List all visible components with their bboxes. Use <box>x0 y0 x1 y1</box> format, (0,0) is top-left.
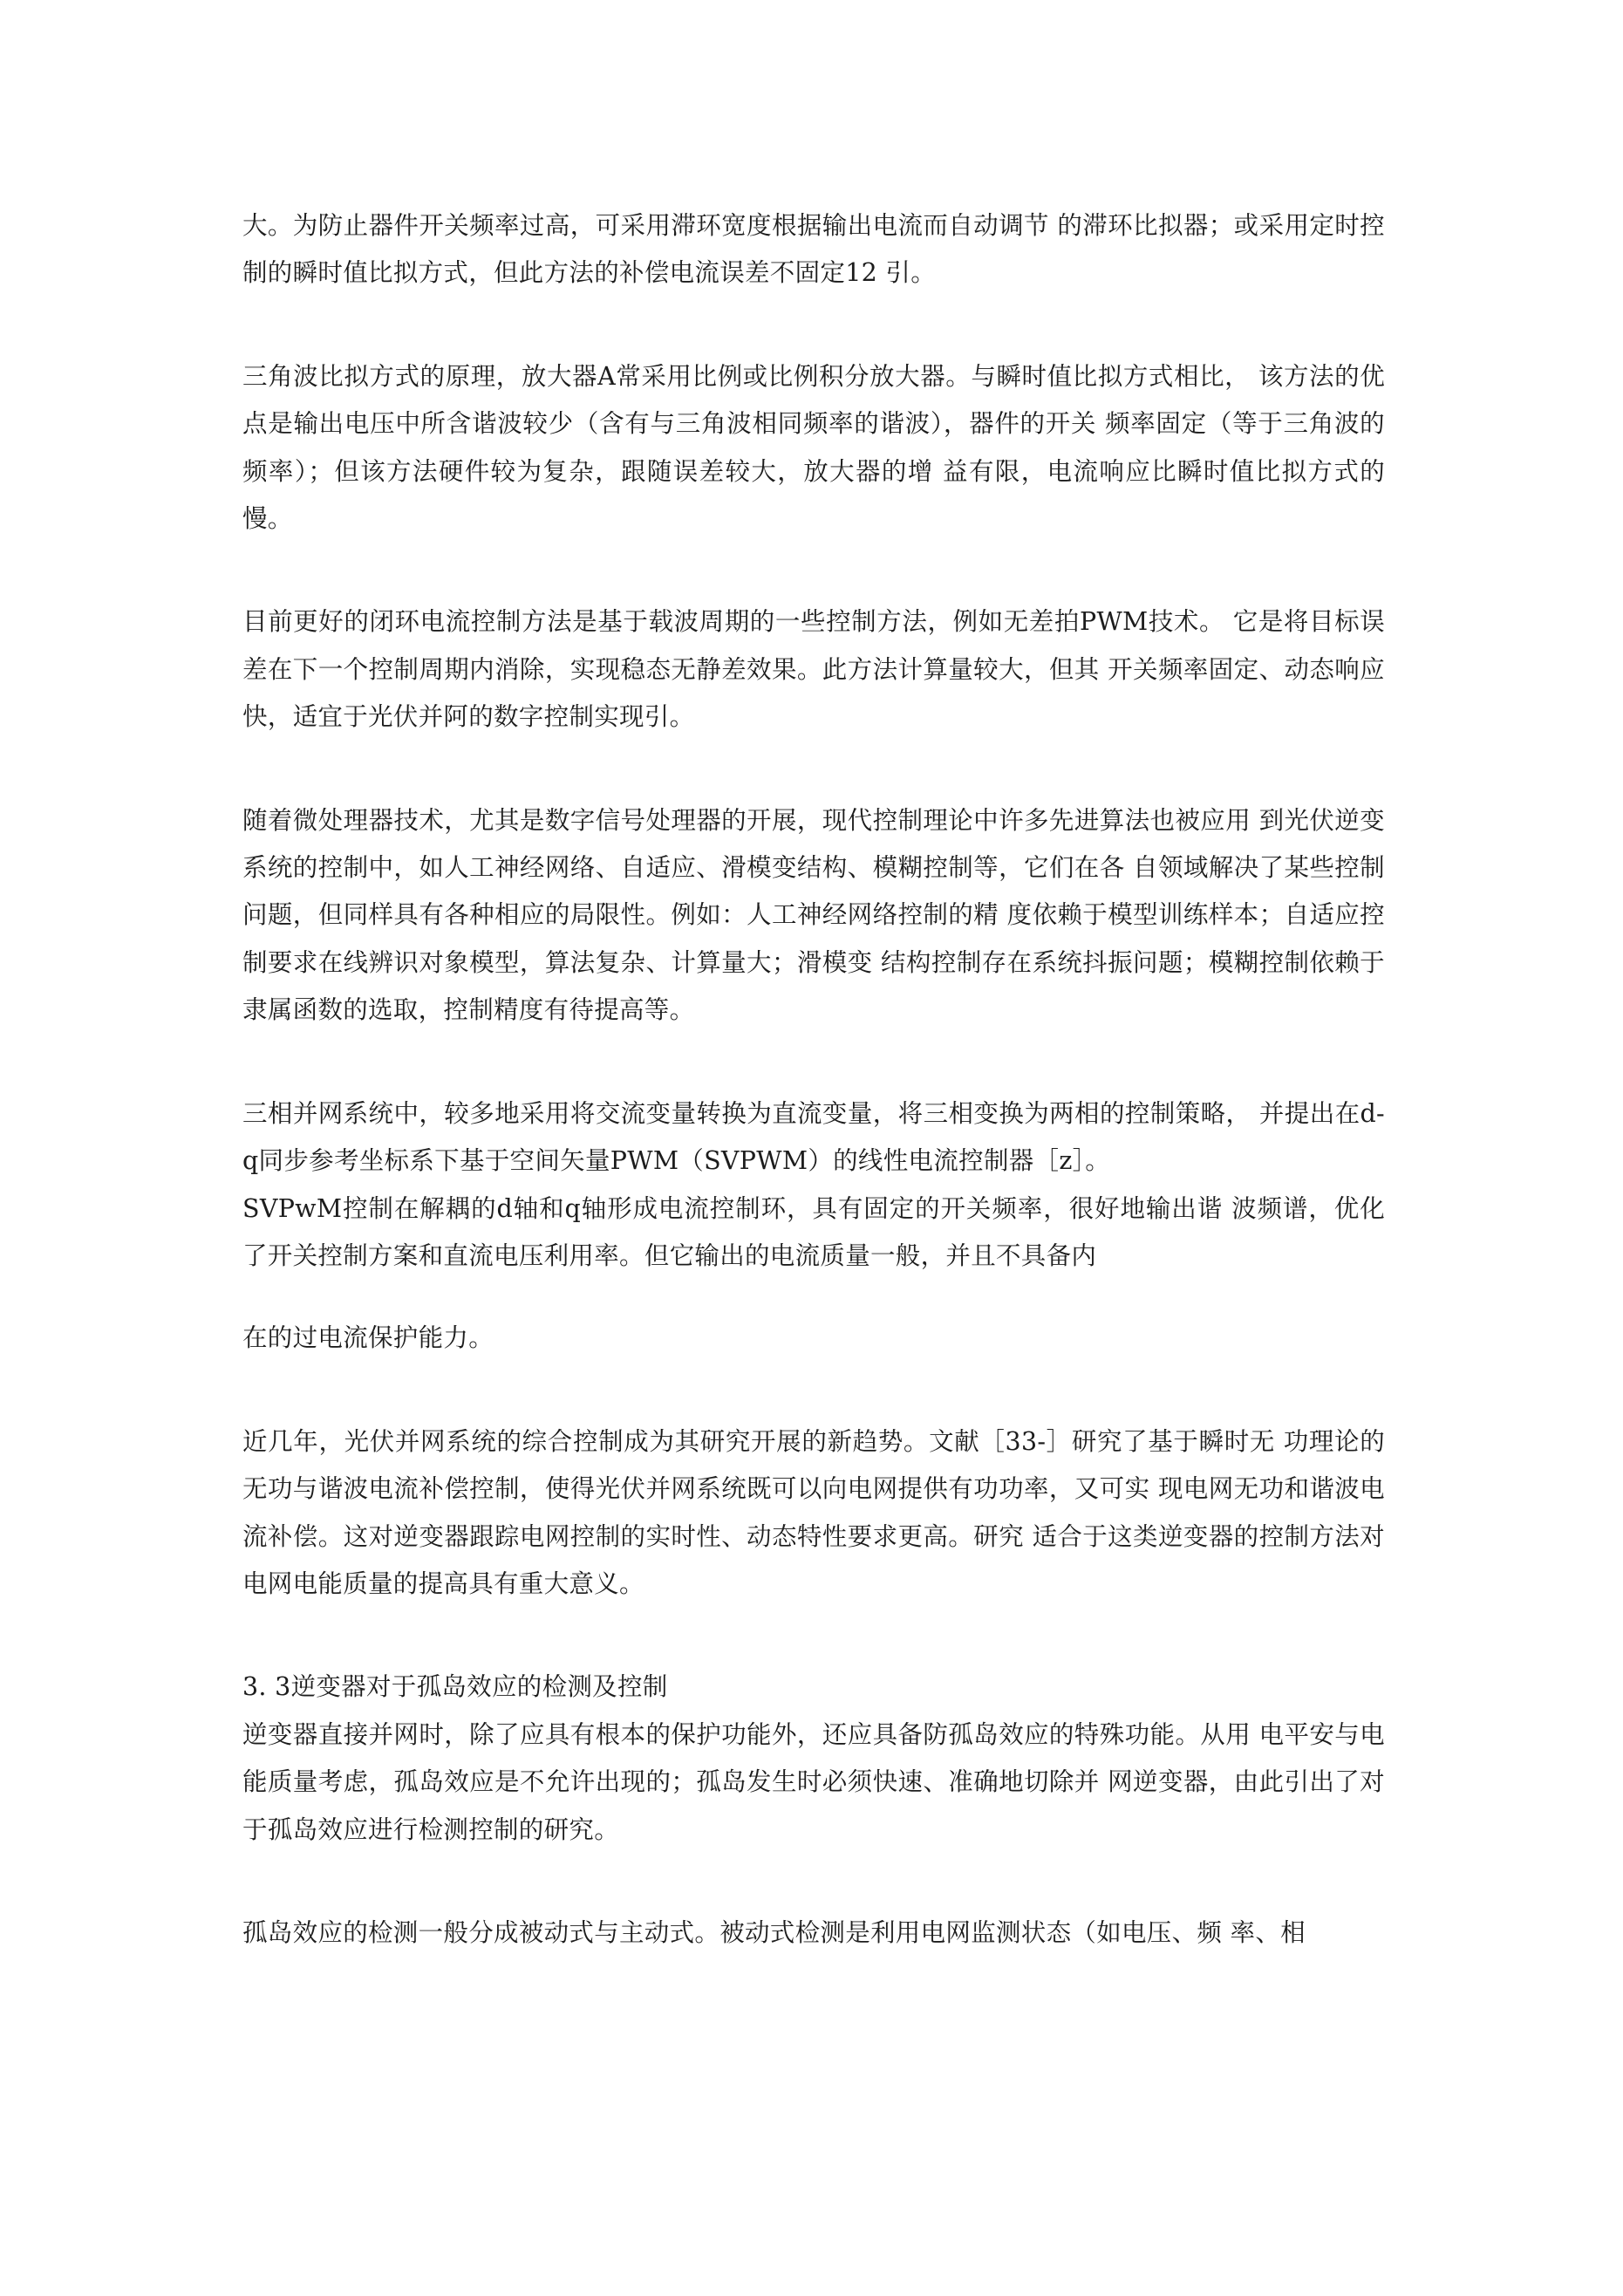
paragraph-integrated-control-trend: 近几年，光伏并网系统的综合控制成为其研究开展的新趋势。文献［33-］研究了基于瞬时无 功理论的无功与谐波电流补偿控制，使得光伏并网系统既可以向电网提供有功功率，又可实 现电网无功和谐波电流补偿。这对逆变器跟踪电网控制的实时性、动态特性要求更高。研究 适合于这类逆变器的控制方法对电网电能质量的提高具有重大意义。 <box>242 1426 1385 1598</box>
paragraph-deadbeat-pwm: 目前更好的闭环电流控制方法是基于载波周期的一些控制方法，例如无差拍PWM技术。 它是将目标误差在下一个控制周期内消除，实现稳态无静差效果。此方法计算量较大，但其 开关频率固定、动态响应快，适宜于光伏并阿的数字控制实现引。 <box>242 607 1385 732</box>
paragraph-anti-islanding-function: 逆变器直接并网时，除了应具有根本的保护功能外，还应具备防孤岛效应的特殊功能。从用 电平安与电能质量考虑，孤岛效应是不允许出现的；孤岛发生时必须快速、准确地切除并 网逆变器，由此引出了对于孤岛效应进行检测控制的研究。 <box>242 1719 1385 1844</box>
paragraph-triangle-wave-comparison: 三角波比拟方式的原理，放大器A常采用比例或比例积分放大器。与瞬时值比拟方式相比， 该方法的优点是输出电压中所含谐波较少（含有与三角波相同频率的谐波），器件的开关 频率固定（等于三角波的频率）；但该方法硬件较为复杂，跟随误差较大，放大器的增 益有限，电流响应比瞬时值比拟方式的慢。 <box>242 361 1385 534</box>
section-heading-islanding-detection: 3. 3逆变器对于孤岛效应的检测及控制 <box>242 1672 668 1702</box>
document-page <box>242 202 1385 1957</box>
paragraph-overcurrent-protection: 在的过电流保护能力。 <box>242 1323 494 1353</box>
paragraph-advanced-control-algorithms: 随着微处理器技术，尤其是数字信号处理器的开展，现代控制理论中许多先进算法也被应用 到光伏逆变系统的控制中，如人工神经网络、自适应、滑模变结构、模糊控制等，它们在各 自领域解决了某些控制问题，但同样具有各种相应的局限性。例如：人工神经网络控制的精 度依赖于模型训练样本；自适应控制要求在线辨识对象模型，算法复杂、计算量大；滑模变 结构控制存在系统抖振问题；模糊控制依赖于隶属函数的选取，控制精度有待提高等。 <box>242 805 1385 1025</box>
paragraph-svpwm-control-loop: SVPwM控制在解耦的d轴和q轴形成电流控制环，具有固定的开关频率，很好地输出谐 波频谱，优化了开关控制方案和直流电压利用率。但它输出的电流质量一般，并且不具备内 <box>242 1193 1385 1270</box>
paragraph-three-phase-svpwm: 三相并网系统中，较多地采用将交流变量转换为直流变量，将三相变换为两相的控制策略， 并提出在d-q同步参考坐标系下基于空间矢量PWM（SVPWM）的线性电流控制器［z］。 <box>242 1098 1385 1176</box>
paragraph-passive-active-detection: 孤岛效应的检测一般分成被动式与主动式。被动式检测是利用电网监测状态（如电压、频 率、相 <box>242 1917 1306 1947</box>
paragraph-hysteresis-comparator: 大。为防止器件开关频率过高，可采用滞环宽度根据输出电流而自动调节 的滞环比拟器；或采用定时控制的瞬时值比拟方式，但此方法的补偿电流误差不固定12 引。 <box>242 211 1385 288</box>
